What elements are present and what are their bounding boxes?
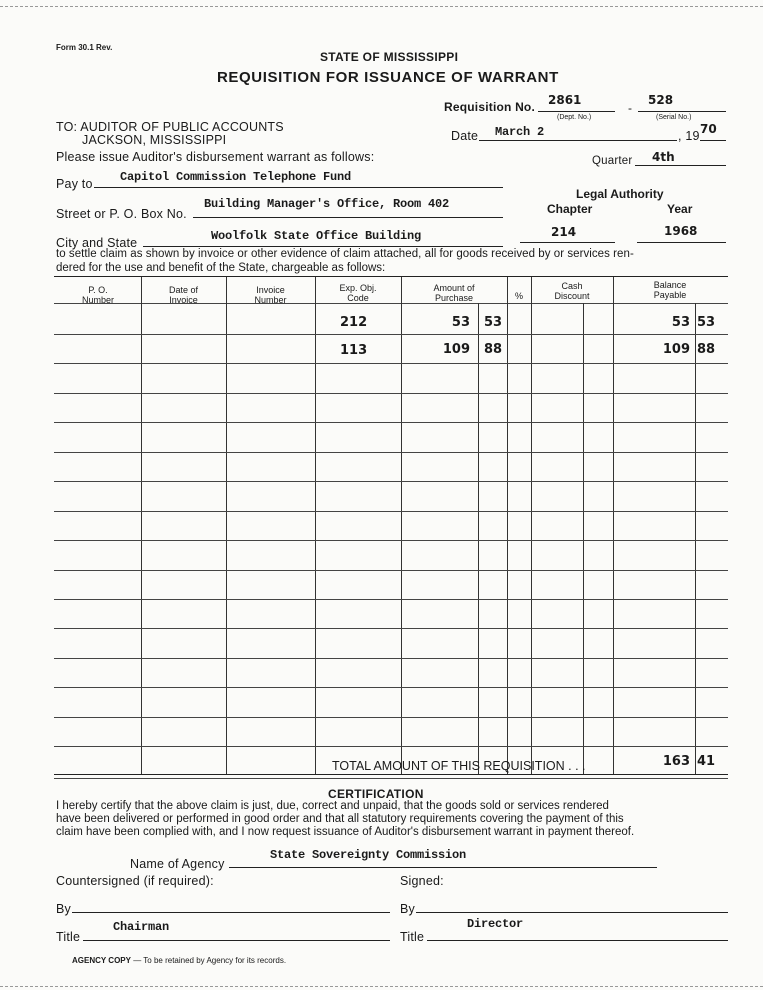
year-line (637, 242, 726, 243)
col-header-po (56, 285, 140, 305)
col-header-balance-line2: Payable (653, 290, 687, 300)
table-bottom-line (54, 774, 728, 775)
countersigned-label: Countersigned (if required): (56, 874, 214, 888)
col-header-amount-line2: Purchase (434, 293, 474, 303)
chapter-line (520, 242, 615, 243)
title-right-line (427, 940, 728, 941)
agency-line (229, 867, 657, 868)
col-header-invoice-line1: Invoice (256, 285, 285, 295)
city-value: Woolfolk State Office Building (211, 229, 422, 243)
addressee-instruction: Please issue Auditor's disbursement warrant as follows: (56, 150, 375, 164)
table-row-line (54, 658, 728, 659)
table-row-line (54, 540, 728, 541)
street-label: Street or P. O. Box No. (56, 207, 187, 221)
col-header-date-line2: Invoice (169, 295, 198, 305)
row-balance-cents: 88 (697, 342, 716, 357)
serial-no-line (638, 111, 726, 112)
col-divider (531, 277, 532, 774)
total-label: TOTAL AMOUNT OF THIS REQUISITION . . . (332, 759, 586, 773)
certification-line3: claim have been complied with, and I now request issuance of Auditor's disbursement warrant in payment thereof. (56, 826, 635, 838)
year-value: 1968 (664, 224, 698, 238)
settle-text-line1: to settle claim as shown by invoice or other evidence of claim attached, all for goods received by or services ren- (56, 248, 634, 260)
settle-text-line2: dered for the use and benefit of the State, chargeable as follows: (56, 262, 386, 274)
dept-no-value: 2861 (548, 93, 582, 107)
row-amount-cents: 53 (484, 315, 503, 330)
form-title: REQUISITION FOR ISSUANCE OF WARRANT (217, 69, 559, 86)
footer (72, 956, 286, 965)
date-year-line (700, 140, 726, 141)
date-line (479, 140, 677, 141)
table-row-line (54, 452, 728, 453)
title-right-label: Title (400, 930, 425, 944)
col-header-date-line1: Date of (168, 285, 199, 295)
by-right-label: By (400, 902, 415, 916)
table-row-line (54, 599, 728, 600)
by-left-line (72, 912, 390, 913)
col-divider (141, 277, 142, 774)
table-row-line (54, 687, 728, 688)
col-divider (507, 277, 508, 774)
col-header-cash-discount (532, 281, 612, 301)
agency-label: Name of Agency (130, 857, 225, 871)
row-exp-code: 212 (340, 315, 368, 330)
col-header-cash-line1: Cash (561, 281, 583, 291)
certification-line1: I hereby certify that the above claim is just, due, correct and unpaid, that the goods sold or services rendered (56, 800, 609, 812)
row-balance-dollars: 109 (662, 342, 690, 357)
pay-to-value: Capitol Commission Telephone Fund (120, 170, 352, 184)
col-header-invoice (227, 285, 314, 305)
serial-no-caption: (Serial No.) (656, 114, 692, 121)
serial-no-value: 528 (648, 93, 674, 107)
street-value: Building Manager's Office, Room 402 (204, 197, 450, 211)
col-header-cash-line2: Discount (554, 291, 590, 301)
col-header-amount-line1: Amount of (433, 283, 475, 293)
footer-note: — To be retained by Agency for its records. (133, 956, 287, 965)
title-left-value: Chairman (113, 920, 170, 934)
date-year-prefix: , 19 (678, 129, 700, 143)
city-label: City and State (56, 236, 138, 250)
form-number: Form 30.1 Rev. (56, 43, 113, 52)
row-exp-code: 113 (340, 343, 368, 358)
table-row-line (54, 570, 728, 571)
col-header-date (142, 285, 225, 305)
addressee-line1: TO: AUDITOR OF PUBLIC ACCOUNTS (56, 120, 284, 134)
date-value: March 2 (495, 125, 545, 139)
col-divider (583, 303, 584, 774)
table-top-border (54, 276, 728, 277)
dept-no-caption: (Dept. No.) (557, 114, 592, 121)
col-divider (401, 277, 402, 774)
col-header-po-line1: P. O. (88, 285, 108, 295)
pay-to-line (94, 187, 503, 188)
state-heading: STATE OF MISSISSIPPI (320, 50, 459, 64)
col-divider (613, 277, 614, 774)
quarter-value: 4th (652, 150, 675, 164)
col-header-balance-line1: Balance (653, 280, 687, 290)
table-row-line (54, 334, 728, 335)
requisition-separator: - (628, 101, 632, 115)
col-header-po-line2: Number (81, 295, 114, 305)
certification-line2: have been delivered or performed in good order and that all statutory requirements covering the payment of this (56, 813, 624, 825)
col-header-exp-line1: Exp. Obj. (339, 283, 377, 293)
row-amount-dollars: 109 (442, 342, 470, 357)
total-dollars: 163 (662, 754, 690, 769)
table-row-line (54, 363, 728, 364)
chapter-label: Chapter (547, 202, 593, 216)
row-balance-cents: 53 (697, 315, 716, 330)
footer-copy: AGENCY COPY (72, 956, 131, 965)
by-right-line (416, 912, 728, 913)
certification-title: CERTIFICATION (328, 787, 424, 801)
by-left-label: By (56, 902, 71, 916)
city-line (143, 246, 503, 247)
col-header-balance (614, 280, 726, 300)
signed-label: Signed: (400, 874, 444, 888)
pay-to-label: Pay to (56, 177, 93, 191)
quarter-line (635, 165, 726, 166)
title-left-line (83, 940, 390, 941)
legal-authority-label: Legal Authority (576, 187, 664, 201)
row-balance-dollars: 53 (671, 315, 690, 330)
col-divider (695, 303, 696, 774)
total-cents: 41 (697, 754, 716, 769)
col-divider (478, 303, 479, 774)
chapter-value: 214 (551, 225, 577, 239)
col-header-exp-code (316, 283, 400, 303)
addressee-line2: JACKSON, MISSISSIPPI (82, 133, 227, 147)
requisition-label: Requisition No. (444, 100, 535, 114)
table-row-line (54, 511, 728, 512)
bottom-edge-dash (0, 986, 763, 987)
table-row-line (54, 481, 728, 482)
street-line (193, 217, 503, 218)
col-header-percent: % (514, 291, 523, 301)
col-divider (226, 277, 227, 774)
table-row-line (54, 422, 728, 423)
year-label: Year (667, 202, 693, 216)
title-left-label: Title (56, 930, 81, 944)
col-divider (315, 277, 316, 774)
table-row-line (54, 393, 728, 394)
row-amount-cents: 88 (484, 342, 503, 357)
date-year-value: 70 (700, 122, 717, 136)
title-right-value: Director (467, 917, 524, 931)
agency-value: State Sovereignty Commission (270, 848, 467, 862)
row-amount-dollars: 53 (451, 315, 470, 330)
col-header-amount (402, 283, 506, 303)
top-edge-dash (0, 6, 763, 7)
date-label: Date (451, 129, 479, 143)
quarter-label: Quarter (592, 155, 633, 167)
table-bottom-double-line (54, 778, 728, 779)
col-header-invoice-line2: Number (254, 295, 287, 305)
table-row-line (54, 746, 728, 747)
table-row-line (54, 628, 728, 629)
dept-no-line (538, 111, 615, 112)
col-header-exp-line2: Code (347, 293, 369, 303)
table-row-line (54, 717, 728, 718)
